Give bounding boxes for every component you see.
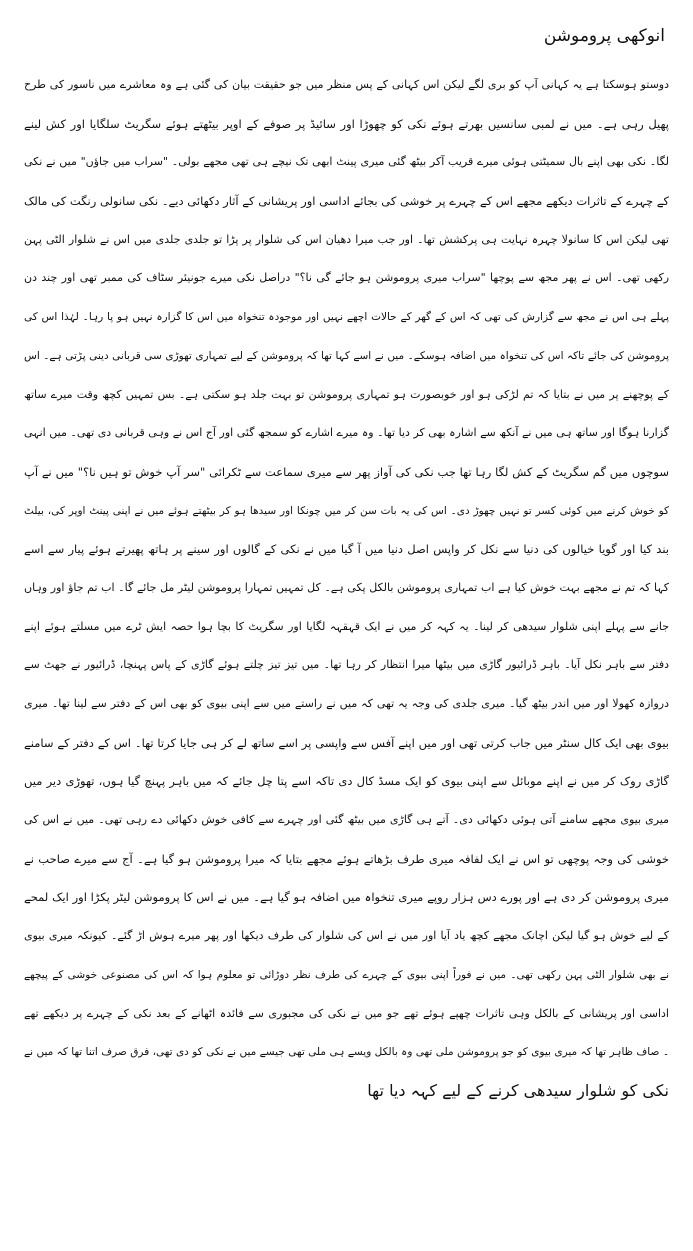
body-line: پہلے ہی اس نے مجھ سے گزارش کی تھی کہ اس کے گھر کے حالات اچھے نہیں اور موجودہ تنخواہ میں اس کا گزارہ نہیں ہو پا رہا۔ لہٰذا اس کی xyxy=(24,311,669,324)
body-line: میری بیوی مجھے سامنے آتی ہوئی دکھائی دی۔ آتے ہی گاڑی میں بیٹھ گئی اور چہرے سے کافی خوش دکھائی دے رہی تھی۔ میں نے اس کی xyxy=(24,813,669,827)
body-line: سوچوں میں گم سگریٹ کے کش لگا رہا تھا جب نکی کی آواز پھر سے میری سماعت سے ٹکرائی "سر آپ خوش تو ہیں نا؟" میں نے آپ xyxy=(24,464,669,479)
body-line: اداسی اور پریشانی کے بالکل وہی تاثرات چھپے ہوئے تھے جو میں نے نکی کی مجبوری سے فائدہ اٹھانے کے بعد نکی کے چہرے پر دیکھے تھے xyxy=(24,1006,669,1020)
body-line: دروازہ کھولا اور میں اندر بیٹھ گیا۔ میری جلدی کی وجہ یہ تھی کہ میں نے راستے میں سے اپنی بیوی کو بھی اس کے دفتر سے لینا تھا۔ میری xyxy=(24,697,669,710)
body-line: رکھی تھی۔ اس نے پھر مجھ سے پوچھا "سراب میری پروموشن ہو جائے گی نا؟" دراصل نکی میرے جونیئر سٹاف کی ممبر تھی اور چند دن xyxy=(24,271,669,285)
body-line: پھیل رہی ہے۔ میں نے لمبی سانسیں بھرتے ہوئے نکی کو چھوڑا اور سائیڈ پر صوفے کے اوپر بیٹھتے ہوئے سگریٹ سلگایا اور کش لینے xyxy=(24,116,669,131)
body-line: دفتر سے باہر نکل آیا۔ باہر ڈرائیور گاڑی میں بیٹھا میرا انتظار کر رہا تھا۔ میں تیز تیز چلتے ہوئے گاڑی کے پاس پہنچا، ڈرائیور نے جھٹ سے xyxy=(24,658,669,672)
body-line: کو خوش کرنے میں کوئی کسر تو نہیں چھوڑ دی۔ اس کی یہ بات سن کر میں چونکا اور سیدھا ہو کر بیٹھتے ہوئے میں نے اپنی پینٹ اوپر کی، بیلٹ xyxy=(24,504,669,517)
body-line: بیوی بھی ایک کال سنٹر میں جاب کرتی تھی اور میں اپنے آفس سے واپسی پر اسے ساتھ لے کر ہی جایا کرتا تھا۔ اس کے دفتر کے سامنے xyxy=(24,735,669,750)
body-line-last: نکی کو شلوار سیدھی کرنے کے لیے کہہ دیا تھا xyxy=(367,1080,669,1100)
body-line: بند کیا اور گویا خیالوں کی دنیا سے نکل کر واپس اصل دنیا میں آ گیا میں نے نکی کے گالوں اور سینے پر ہاتھ پھیرتے ہوئے پیار سے اسے xyxy=(24,542,669,557)
body-line: پروموشن کی جائے تاکہ اس کی تنخواہ میں اضافہ ہوسکے۔ میں نے اسے کہا تھا کہ پروموشن کے لیے تمہاری تھوڑی سی قربانی دینی پڑتی ہے۔ اس xyxy=(24,349,669,362)
story-body xyxy=(22,66,671,1111)
body-line: لگا۔ نکی بھی اپنے بال سمیٹتی ہوئی میرے قریب آکر بیٹھ گئی میری پینٹ ابھی تک نیچے ہی تھی مجھے بولی۔ "سراب میں جاؤں" میں نے نکی xyxy=(24,155,669,169)
body-line: گزارنا ہوگا اور ساتھ ہی میں نے آنکھ سے اشارہ بھی کر دیا تھا۔ وہ میرے اشارے کو سمجھ گئی اور آج اس نے وہی قربانی دی تھی۔ میں انہی xyxy=(24,426,669,440)
body-line: گاڑی روک کر میں نے اپنے موبائل سے اپنی بیوی کو ایک مسڈ کال دی تاکہ اسے پتا چل جائے کہ میں باہر پہنچ گیا ہوں، تھوڑی دیر میں xyxy=(24,774,669,789)
body-line: میری پروموشن کر دی ہے اور پورے دس ہزار روپے میری تنخواہ میں اضافہ ہو گیا ہے۔ میں نے اس کا پروموشن لیٹر پکڑا اور ایک لمحے xyxy=(24,890,669,905)
body-line: نے بھی شلوار الٹی پہن رکھی تھی۔ میں نے فوراً اپنی بیوی کے چہرے کی طرف نظر دوڑائی تو معلوم ہوا کہ اس کی مصنوعی خوشی کے پیچھے xyxy=(24,968,669,981)
body-line: تھی لیکن اس کا سانولا چہرہ نہایت ہی پرکشش تھا۔ اور جب میرا دھیان اس کی شلوار پر پڑا تو جلدی جلدی میں اس نے شلوار الٹی پہن xyxy=(24,232,669,246)
body-line: خوشی کی وجہ پوچھی تو اس نے ایک لفافہ میری طرف بڑھاتے ہوئے مجھے بتایا کہ میرا پروموشن ہو گیا ہے۔ آج سے میرے صاحب نے xyxy=(24,851,669,866)
body-line: دوستو ہوسکتا ہے یہ کہانی آپ کو بری لگے لیکن اس کہانی کے پس منظر میں جو حقیقت بیان کی گئی ہے وہ معاشرے میں ناسور کی طرح xyxy=(24,78,669,91)
body-line: کہا کہ تم نے مجھے بہت خوش کیا ہے اب تمہاری پروموشن بالکل پکی ہے۔ کل تمہیں تمہارا پروموشن لیٹر مل جائے گا۔ اب تم جاؤ اور وہاں xyxy=(24,580,669,594)
body-line: کے لیے خوش ہو گیا لیکن اچانک مجھے کچھ یاد آیا اور میں نے اس کی شلوار کی طرف دیکھا اور پھر میرے ہوش اڑ گئے۔ کیونکہ میری بیوی xyxy=(24,929,669,943)
body-line: کے پوچھنے پر میں نے بتایا کہ تم لڑکی ہو اور خوبصورت ہو تمہاری پروموشن تو بہت جلد ہو سکتی ہے۔ بس تمہیں کچھ وقت میرے ساتھ xyxy=(24,387,669,401)
body-line: کے چہرے کے تاثرات دیکھے مجھے اس کے چہرے پر خوشی کی بجائے اداسی اور پریشانی کے آثار دکھائی دیے۔ نکی سانولی رنگت کی مالک xyxy=(24,194,669,209)
body-line: ۔ صاف ظاہر تھا کہ میری بیوی کو جو پروموشن ملی تھی وہ بالکل ویسے ہی ملی تھی جیسے میں نے نکی کو دی تھی، فرق صرف اتنا تھا کہ میں نے xyxy=(24,1046,669,1059)
story-title: انوکھی پروموشن xyxy=(543,26,665,46)
body-line: جانے سے پہلے اپنی شلوار سیدھی کر لینا۔ یہ کہہ کر میں نے ایک قہقہہ لگایا اور سگریٹ کا بچا ہوا حصہ ایش ٹرے میں مسلتے ہوئے اپنے xyxy=(24,619,669,633)
